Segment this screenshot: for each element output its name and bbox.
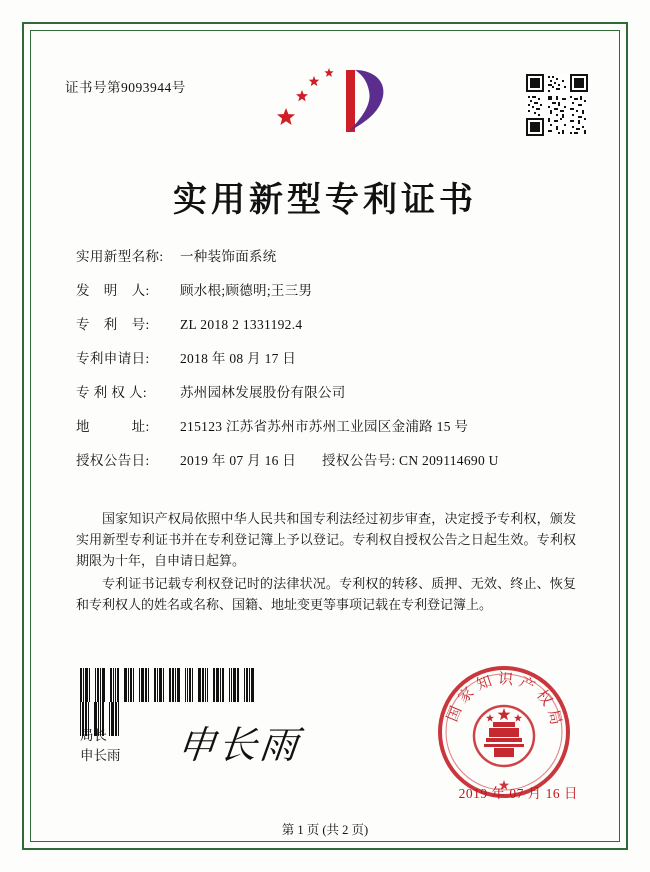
field-row — [76, 415, 576, 449]
body-paragraph-1: 国家知识产权局依照中华人民共和国专利法经过初步审查，决定授予专利权，颁发实用新型专利证书并在专利登记簿上予以登记。专利权自授权公告之日起生效。专利权期限为十年，自申请日起算。 — [76, 511, 576, 568]
page-title: 实用新型专利证书 — [173, 180, 477, 220]
signature-name: 申长雨 — [80, 748, 121, 763]
field-label: 授权公告号: — [322, 453, 396, 468]
field-value: 215123 江苏省苏州市苏州工业园区金浦路 15 号 — [180, 419, 469, 434]
field-row — [76, 245, 576, 279]
barcode — [80, 668, 255, 702]
field-row — [76, 279, 576, 313]
field-value: 苏州园林发展股份有限公司 — [180, 385, 346, 400]
field-value: 一种装饰面系统 — [180, 249, 277, 264]
field-value: 2018 年 08 月 17 日 — [180, 351, 297, 366]
signature-title: 局长 — [80, 728, 107, 743]
official-red-seal-icon — [436, 664, 572, 800]
page-footer: 第 1 页 (共 2 页) — [281, 823, 369, 837]
field-label: 授权公告日: — [76, 453, 150, 468]
field-label: 专利申请日: — [76, 351, 150, 366]
field-label: 发 明 人: — [76, 283, 150, 298]
signature-block — [80, 726, 121, 766]
field-value: 2019 年 07 月 16 日 — [180, 453, 297, 468]
field-value: ZL 2018 2 1331192.4 — [180, 317, 303, 332]
qr-code-icon — [526, 74, 588, 136]
body-text — [76, 508, 576, 617]
field-label: 专 利 号: — [76, 317, 150, 332]
field-row-pair — [76, 449, 576, 483]
field-row — [76, 347, 576, 381]
svg-text:国家知识产权局: 国家知识产权局 — [442, 669, 567, 732]
field-row — [76, 313, 576, 347]
handwritten-signature: 申长雨 — [175, 723, 303, 767]
field-label: 实用新型名称: — [76, 249, 164, 264]
field-row — [76, 381, 576, 415]
cnipa-logo-icon — [262, 62, 388, 136]
field-list — [76, 245, 576, 483]
field-label: 专 利 权 人: — [76, 385, 148, 400]
field-value: 顾水根;顾德明;王三男 — [180, 283, 313, 298]
field-value: CN 209114690 U — [399, 453, 499, 468]
seal-date: 2019 年 07 月 16 日 — [458, 786, 578, 801]
field-label: 地 址: — [76, 419, 150, 434]
body-paragraph-2: 专利证书记载专利权登记时的法律状况。专利权的转移、质押、无效、终止、恢复和专利权人的姓名或名称、国籍、地址变更等事项记载在专利登记簿上。 — [76, 576, 576, 612]
certificate-number: 证书号第9093944号 — [65, 80, 186, 95]
